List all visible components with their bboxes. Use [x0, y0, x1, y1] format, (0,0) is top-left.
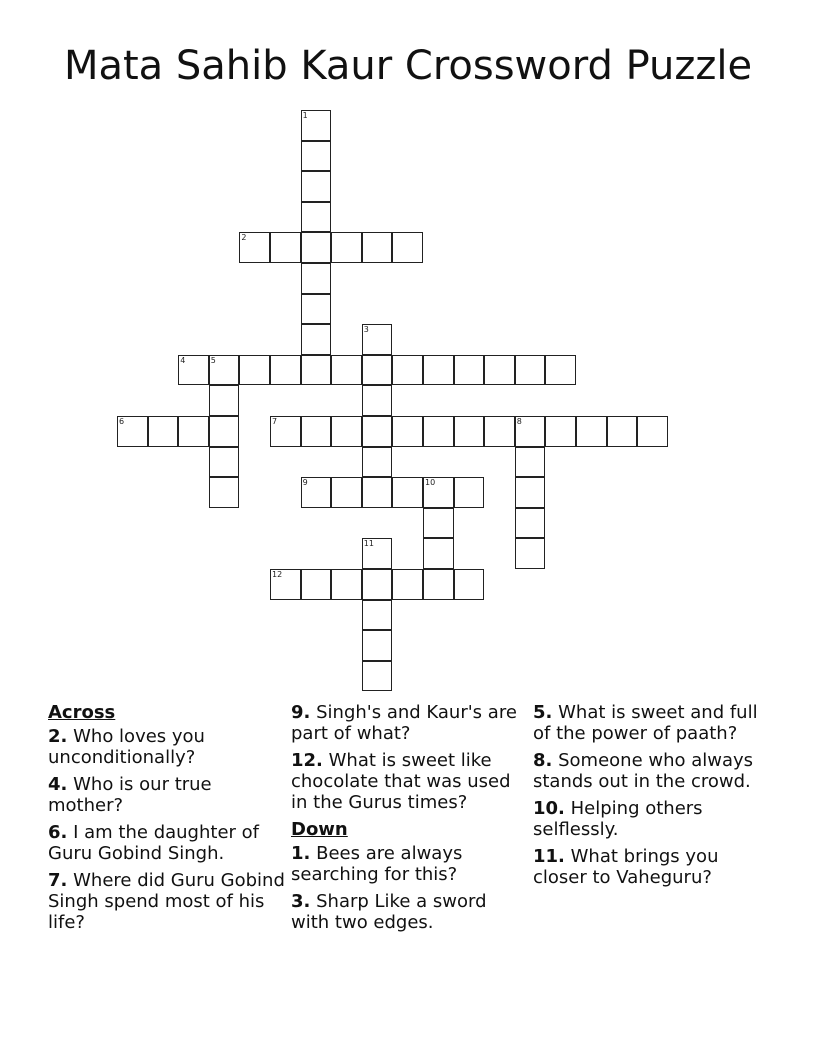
grid-cell[interactable] [178, 416, 209, 447]
page-title: Mata Sahib Kaur Crossword Puzzle [63, 43, 753, 89]
grid-cell[interactable] [148, 416, 179, 447]
grid-cell[interactable] [362, 355, 393, 386]
clues-column-2 [291, 702, 529, 939]
cell-number: 10 [425, 478, 436, 488]
cell-number: 12 [272, 570, 283, 579]
grid-cell[interactable] [454, 416, 485, 447]
grid-cell[interactable] [454, 477, 485, 508]
grid-cell[interactable] [331, 569, 362, 600]
across-heading: Across [48, 702, 116, 723]
grid-cell[interactable] [362, 416, 393, 447]
grid-cell[interactable] [301, 294, 332, 325]
cell-number: 9 [302, 478, 308, 488]
grid-cell[interactable] [117, 416, 148, 447]
down-heading: Down [291, 819, 348, 840]
grid-cell[interactable] [545, 355, 576, 386]
grid-cell[interactable] [392, 477, 423, 508]
grid-cell[interactable] [362, 324, 393, 355]
grid-cell[interactable] [362, 477, 393, 508]
grid-cell[interactable] [331, 355, 362, 386]
grid-cell[interactable] [423, 569, 454, 600]
grid-cell[interactable] [362, 538, 393, 569]
cell-number: 2 [241, 233, 247, 243]
grid-cell[interactable] [301, 141, 332, 172]
grid-cell[interactable] [515, 477, 546, 508]
clue-across-2: 2. Who loves you unconditionally? [48, 726, 205, 768]
grid-cell[interactable] [545, 416, 576, 447]
cell-number: 1 [302, 111, 308, 120]
grid-cell[interactable] [209, 447, 240, 478]
grid-cell[interactable] [515, 416, 546, 447]
grid-cell[interactable] [607, 416, 638, 447]
grid-cell[interactable] [209, 355, 240, 386]
grid-cell[interactable] [515, 508, 546, 539]
grid-cell[interactable] [515, 447, 546, 478]
grid-cell[interactable] [515, 355, 546, 386]
grid-cell[interactable] [362, 447, 393, 478]
cell-number: 8 [516, 417, 522, 426]
grid-cell[interactable] [454, 569, 485, 600]
grid-cell[interactable] [423, 355, 454, 386]
grid-cell[interactable] [331, 232, 362, 263]
clue-down-11: 11. What brings you closer to Vaheguru? [533, 846, 719, 888]
clue-down-8: 8. Someone who always stands out in the crowd. [533, 750, 754, 792]
clue-down-5: 5. What is sweet and full of the power of paath? [533, 702, 758, 744]
grid-cell[interactable] [209, 416, 240, 447]
clue-down-1: 1. Bees are always searching for this? [291, 843, 463, 885]
grid-cell[interactable] [362, 661, 393, 692]
grid-cell[interactable] [301, 110, 332, 141]
cell-number: 11 [363, 539, 374, 549]
grid-cell[interactable] [209, 385, 240, 416]
grid-cell[interactable] [270, 416, 301, 447]
grid-cell[interactable] [454, 355, 485, 386]
grid-cell[interactable] [515, 538, 546, 569]
cell-number: 5 [210, 355, 216, 365]
grid-cell[interactable] [637, 416, 668, 447]
grid-cell[interactable] [362, 385, 393, 416]
cell-number: 3 [363, 325, 369, 335]
clues-column-3 [533, 702, 771, 894]
clue-across-9: 9. Singh's and Kaur's are part of what? [291, 702, 517, 744]
grid-cell[interactable] [392, 232, 423, 263]
grid-cell[interactable] [331, 416, 362, 447]
grid-cell[interactable] [301, 569, 332, 600]
grid-cell[interactable] [178, 355, 209, 386]
grid-cell[interactable] [331, 477, 362, 508]
clue-across-4: 4. Who is our true mother? [48, 774, 212, 816]
grid-cell[interactable] [484, 355, 515, 386]
grid-cell[interactable] [301, 232, 332, 263]
grid-cell[interactable] [362, 232, 393, 263]
grid-cell[interactable] [362, 630, 393, 661]
grid-cell[interactable] [392, 416, 423, 447]
grid-cell[interactable] [423, 416, 454, 447]
clue-across-12: 12. What is sweet like chocolate that was used in the Gurus times? [291, 750, 511, 813]
clue-across-6: 6. I am the daughter of Guru Gobind Singh. [48, 822, 259, 864]
cell-number: 6 [119, 417, 125, 426]
grid-cell[interactable] [484, 416, 515, 447]
grid-cell[interactable] [270, 355, 301, 386]
grid-cell[interactable] [301, 324, 332, 355]
grid-cell[interactable] [301, 477, 332, 508]
grid-cell[interactable] [423, 538, 454, 569]
grid-cell[interactable] [270, 232, 301, 263]
grid-cell[interactable] [301, 355, 332, 386]
grid-cell[interactable] [362, 569, 393, 600]
grid-cell[interactable] [239, 355, 270, 386]
cell-number: 7 [272, 417, 278, 426]
grid-cell[interactable] [423, 477, 454, 508]
grid-cell[interactable] [392, 355, 423, 386]
clue-down-10: 10. Helping others selflessly. [533, 798, 703, 840]
grid-cell[interactable] [301, 202, 332, 233]
clue-down-3: 3. Sharp Like a sword with two edges. [291, 891, 487, 933]
grid-cell[interactable] [301, 263, 332, 294]
grid-cell[interactable] [301, 171, 332, 202]
grid-cell[interactable] [301, 416, 332, 447]
grid-cell[interactable] [270, 569, 301, 600]
grid-cell[interactable] [209, 477, 240, 508]
cell-number: 4 [180, 355, 186, 365]
clue-across-7: 7. Where did Guru Gobind Singh spend most of his life? [48, 870, 285, 933]
grid-cell[interactable] [239, 232, 270, 263]
grid-cell[interactable] [576, 416, 607, 447]
clues-column-1 [48, 702, 286, 939]
grid-cell[interactable] [423, 508, 454, 539]
grid-cell[interactable] [362, 600, 393, 631]
grid-cell[interactable] [392, 569, 423, 600]
